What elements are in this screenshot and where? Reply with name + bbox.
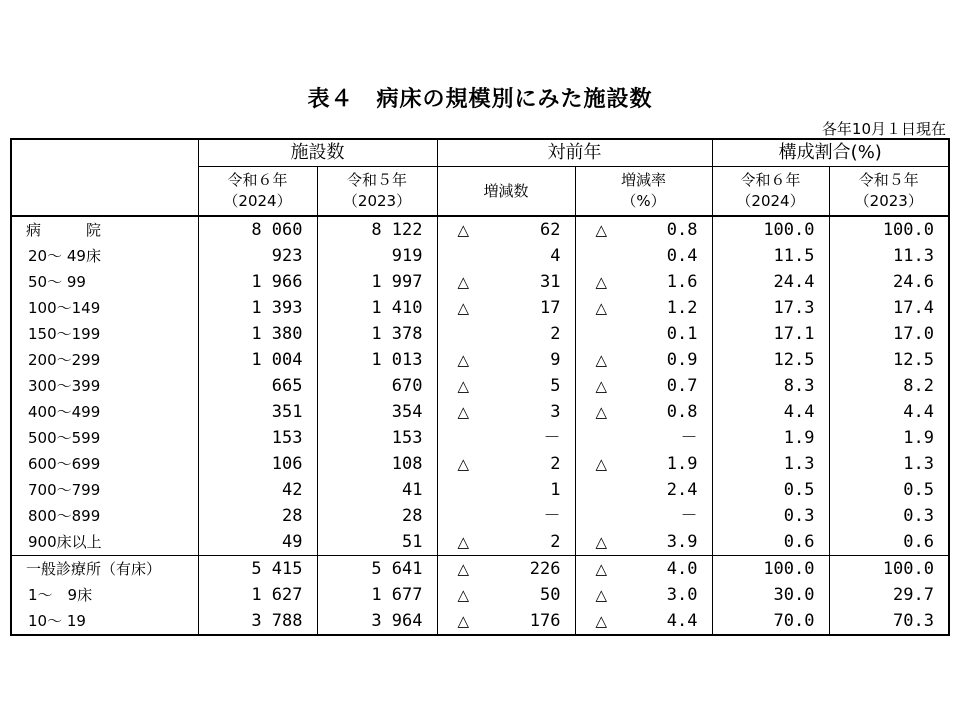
change-rate-text: 0.1 [666, 324, 698, 344]
change-rate-text: 1.9 [666, 454, 698, 474]
change-value [437, 425, 575, 451]
share-r6: 0.5 [712, 477, 829, 503]
share-r6: 24.4 [712, 269, 829, 295]
change-value [437, 216, 575, 243]
share-r5: 1.3 [829, 451, 949, 477]
row-label: 800～899 [11, 503, 198, 529]
table-row [11, 556, 949, 583]
count-r6: 3 788 [198, 608, 317, 635]
header-r5-count: 令和５年 （2023） [317, 167, 437, 217]
count-r6: 1 004 [198, 347, 317, 373]
table-row [11, 477, 949, 503]
count-r5: 1 378 [317, 321, 437, 347]
change-rate [575, 451, 712, 477]
decrease-triangle-mark: △ [457, 351, 470, 369]
header-rate: 増減率 （%） [575, 167, 712, 217]
row-label: 150～199 [11, 321, 198, 347]
count-r6: 1 393 [198, 295, 317, 321]
change-rate [575, 295, 712, 321]
share-r5: 17.0 [829, 321, 949, 347]
change-value-text: 4 [550, 246, 561, 266]
count-r6: 1 627 [198, 582, 317, 608]
header-change: 増減数 [437, 167, 575, 217]
row-label: 病 院 [11, 216, 198, 243]
share-r5: 0.6 [829, 529, 949, 556]
header-yoy: 対前年 [437, 139, 712, 167]
row-label: 500～599 [11, 425, 198, 451]
change-rate [575, 582, 712, 608]
decrease-triangle-mark: △ [595, 221, 608, 239]
decrease-triangle-mark: △ [457, 586, 470, 604]
count-r6: 28 [198, 503, 317, 529]
change-value-text: 2 [550, 532, 561, 552]
change-value [437, 295, 575, 321]
change-value [437, 529, 575, 556]
decrease-triangle-mark: △ [457, 612, 470, 630]
table-row [11, 582, 949, 608]
change-rate [575, 477, 712, 503]
share-r6: 100.0 [712, 556, 829, 583]
header-facilities: 施設数 [198, 139, 437, 167]
decrease-triangle-mark: △ [595, 612, 608, 630]
count-r5: 919 [317, 243, 437, 269]
share-r6: 70.0 [712, 608, 829, 635]
decrease-triangle-mark: △ [595, 455, 608, 473]
row-label: 400～499 [11, 399, 198, 425]
share-r6: 12.5 [712, 347, 829, 373]
change-rate-text: 1.6 [666, 272, 698, 292]
change-value-text: 176 [529, 611, 561, 631]
change-rate-text: － [680, 506, 698, 526]
row-label: 一般診療所（有床） [11, 556, 198, 583]
change-value-text: 50 [540, 585, 561, 605]
decrease-triangle-mark: △ [595, 533, 608, 551]
table-row [11, 295, 949, 321]
change-value [437, 243, 575, 269]
share-r5: 100.0 [829, 556, 949, 583]
row-label: 20～ 49床 [11, 243, 198, 269]
share-r5: 0.3 [829, 503, 949, 529]
row-label: 50～ 99 [11, 269, 198, 295]
share-r5: 1.9 [829, 425, 949, 451]
change-rate [575, 321, 712, 347]
share-r6: 4.4 [712, 399, 829, 425]
change-rate [575, 425, 712, 451]
decrease-triangle-mark: △ [595, 273, 608, 291]
table-row [11, 399, 949, 425]
header-r6-share: 令和６年 （2024） [712, 167, 829, 217]
decrease-triangle-mark: △ [457, 273, 470, 291]
change-rate [575, 347, 712, 373]
change-rate-text: － [680, 428, 698, 448]
count-r5: 1 677 [317, 582, 437, 608]
change-value [437, 347, 575, 373]
row-label: 100～149 [11, 295, 198, 321]
count-r6: 8 060 [198, 216, 317, 243]
change-rate-text: 3.9 [666, 532, 698, 552]
share-r5: 17.4 [829, 295, 949, 321]
change-value [437, 582, 575, 608]
row-label: 300～399 [11, 373, 198, 399]
table-row [11, 269, 949, 295]
row-label: 600～699 [11, 451, 198, 477]
table-row [11, 529, 949, 556]
change-rate-text: 0.7 [666, 376, 698, 396]
decrease-triangle-mark: △ [457, 377, 470, 395]
share-r5: 100.0 [829, 216, 949, 243]
table-row [11, 503, 949, 529]
change-rate-text: 2.4 [666, 480, 698, 500]
decrease-triangle-mark: △ [595, 586, 608, 604]
decrease-triangle-mark: △ [457, 221, 470, 239]
table-row [11, 425, 949, 451]
table-row [11, 216, 949, 243]
share-r5: 24.6 [829, 269, 949, 295]
share-r5: 12.5 [829, 347, 949, 373]
row-label: 200～299 [11, 347, 198, 373]
count-r5: 3 964 [317, 608, 437, 635]
table-row [11, 347, 949, 373]
decrease-triangle-mark: △ [457, 403, 470, 421]
change-value-text: 17 [540, 298, 561, 318]
change-value-text: 62 [540, 220, 561, 240]
change-value [437, 373, 575, 399]
change-value-text: 3 [550, 402, 561, 422]
change-rate-text: 0.8 [666, 220, 698, 240]
change-value-text: 226 [529, 559, 561, 579]
change-rate [575, 503, 712, 529]
change-value [437, 451, 575, 477]
change-rate-text: 3.0 [666, 585, 698, 605]
facilities-by-bed-size-table [10, 138, 950, 636]
header-r5-share: 令和５年 （2023） [829, 167, 949, 217]
count-r5: 5 641 [317, 556, 437, 583]
decrease-triangle-mark: △ [595, 351, 608, 369]
decrease-triangle-mark: △ [595, 403, 608, 421]
table-row [11, 451, 949, 477]
count-r5: 28 [317, 503, 437, 529]
count-r6: 42 [198, 477, 317, 503]
row-label: 10～ 19 [11, 608, 198, 635]
count-r5: 108 [317, 451, 437, 477]
count-r6: 49 [198, 529, 317, 556]
change-value [437, 321, 575, 347]
count-r5: 153 [317, 425, 437, 451]
change-value [437, 503, 575, 529]
count-r6: 106 [198, 451, 317, 477]
change-rate [575, 373, 712, 399]
share-r6: 0.6 [712, 529, 829, 556]
count-r5: 354 [317, 399, 437, 425]
count-r5: 41 [317, 477, 437, 503]
change-rate [575, 269, 712, 295]
count-r6: 1 966 [198, 269, 317, 295]
change-rate [575, 556, 712, 583]
count-r5: 1 997 [317, 269, 437, 295]
decrease-triangle-mark: △ [457, 299, 470, 317]
change-rate-text: 0.4 [666, 246, 698, 266]
count-r6: 1 380 [198, 321, 317, 347]
change-rate [575, 243, 712, 269]
share-r6: 0.3 [712, 503, 829, 529]
header-composition: 構成割合(%) [712, 139, 949, 167]
count-r5: 1 013 [317, 347, 437, 373]
change-value [437, 399, 575, 425]
change-value-text: 1 [550, 480, 561, 500]
share-r6: 1.9 [712, 425, 829, 451]
header-corner [11, 139, 198, 216]
count-r6: 153 [198, 425, 317, 451]
change-value [437, 269, 575, 295]
table-row [11, 243, 949, 269]
decrease-triangle-mark: △ [595, 299, 608, 317]
count-r6: 5 415 [198, 556, 317, 583]
change-value-text: 5 [550, 376, 561, 396]
change-value-text: 2 [550, 454, 561, 474]
change-value-text: 2 [550, 324, 561, 344]
count-r5: 8 122 [317, 216, 437, 243]
row-label: 900床以上 [11, 529, 198, 556]
share-r6: 100.0 [712, 216, 829, 243]
decrease-triangle-mark: △ [457, 560, 470, 578]
share-r6: 8.3 [712, 373, 829, 399]
share-r5: 8.2 [829, 373, 949, 399]
decrease-triangle-mark: △ [457, 455, 470, 473]
change-value [437, 477, 575, 503]
count-r5: 51 [317, 529, 437, 556]
table-row [11, 373, 949, 399]
change-value-text: 9 [550, 350, 561, 370]
change-rate-text: 4.0 [666, 559, 698, 579]
share-r5: 4.4 [829, 399, 949, 425]
share-r5: 0.5 [829, 477, 949, 503]
change-rate-text: 0.9 [666, 350, 698, 370]
count-r6: 923 [198, 243, 317, 269]
count-r6: 665 [198, 373, 317, 399]
share-r6: 17.3 [712, 295, 829, 321]
change-value-text: － [543, 506, 561, 526]
decrease-triangle-mark: △ [595, 377, 608, 395]
change-rate-text: 0.8 [666, 402, 698, 422]
change-rate [575, 608, 712, 635]
change-value-text: － [543, 428, 561, 448]
change-rate-text: 4.4 [666, 611, 698, 631]
change-value-text: 31 [540, 272, 561, 292]
count-r5: 1 410 [317, 295, 437, 321]
count-r6: 351 [198, 399, 317, 425]
change-value [437, 608, 575, 635]
table-title: 表４ 病床の規模別にみた施設数 [307, 87, 653, 112]
change-rate [575, 399, 712, 425]
share-r5: 29.7 [829, 582, 949, 608]
change-rate [575, 216, 712, 243]
change-rate-text: 1.2 [666, 298, 698, 318]
decrease-triangle-mark: △ [457, 533, 470, 551]
share-r6: 30.0 [712, 582, 829, 608]
share-r6: 11.5 [712, 243, 829, 269]
row-label: 1～ 9床 [11, 582, 198, 608]
row-label: 700～799 [11, 477, 198, 503]
change-rate [575, 529, 712, 556]
share-r5: 11.3 [829, 243, 949, 269]
table-row [11, 608, 949, 635]
header-r6-count: 令和６年 （2024） [198, 167, 317, 217]
change-value [437, 556, 575, 583]
share-r6: 1.3 [712, 451, 829, 477]
count-r5: 670 [317, 373, 437, 399]
table-row [11, 321, 949, 347]
as-of-note: 各年10月１日現在 [821, 120, 946, 138]
decrease-triangle-mark: △ [595, 560, 608, 578]
share-r5: 70.3 [829, 608, 949, 635]
share-r6: 17.1 [712, 321, 829, 347]
